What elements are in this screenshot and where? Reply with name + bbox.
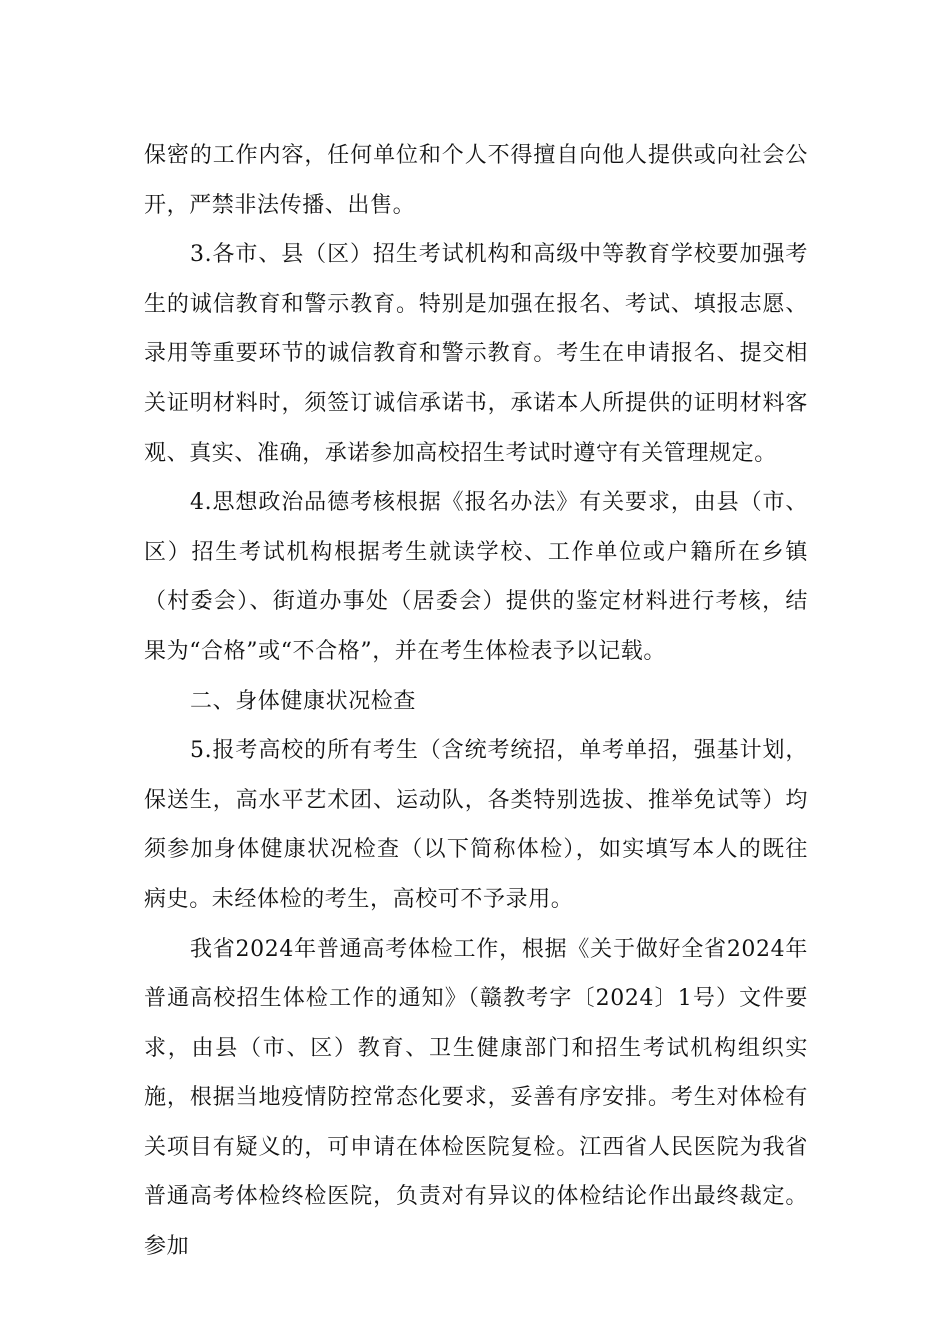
- paragraph-item-4: 4.思想政治品德考核根据《报名办法》有关要求，由县（市、区）招生考试机构根据考生就读学校、工作单位或户籍所在乡镇（村委会）、街道办事处（居委会）提供的鉴定材料进行考核，结果为“合格”或“不合格”，并在考生体检表予以记载。: [144, 490, 808, 664]
- paragraph-item-5: 5.报考高校的所有考生（含统考统招，单考单招，强基计划，保送生，高水平艺术团、运动队，各类特别选拔、推举免试等）均须参加身体健康状况检查（以下简称体检），如实填写本人的既往病史。未经体检的考生，高校可不予录用。: [144, 738, 808, 912]
- paragraph-exam-2024: 我省2024年普通高考体检工作，根据《关于做好全省2024年普通高校招生体检工作的通知》（赣教考字〔2024〕1号）文件要求，由县（市、区）教育、卫生健康部门和招生考试机构组织实施，根据当地疫情防控常态化要求，妥善有序安排。考生对体检有关项目有疑义的，可申请在体检医院复检。江西省人民医院为我省普通高考体检终检医院，负责对有异议的体检结论作出最终裁定。参加: [144, 936, 808, 1260]
- paragraph-item-3: 3.各市、县（区）招生考试机构和高级中等教育学校要加强考生的诚信教育和警示教育。特别是加强在报名、考试、填报志愿、录用等重要环节的诚信教育和警示教育。考生在申请报名、提交相关证明材料时，须签订诚信承诺书，承诺本人所提供的证明材料客观、真实、准确，承诺参加高校招生考试时遵守有关管理规定。: [144, 242, 808, 466]
- paragraph-continued: 保密的工作内容，任何单位和个人不得擅自向他人提供或向社会公开，严禁非法传播、出售。: [144, 143, 808, 218]
- document-page: [144, 131, 808, 1272]
- section-heading-2: 二、身体健康状况检查: [190, 688, 417, 714]
